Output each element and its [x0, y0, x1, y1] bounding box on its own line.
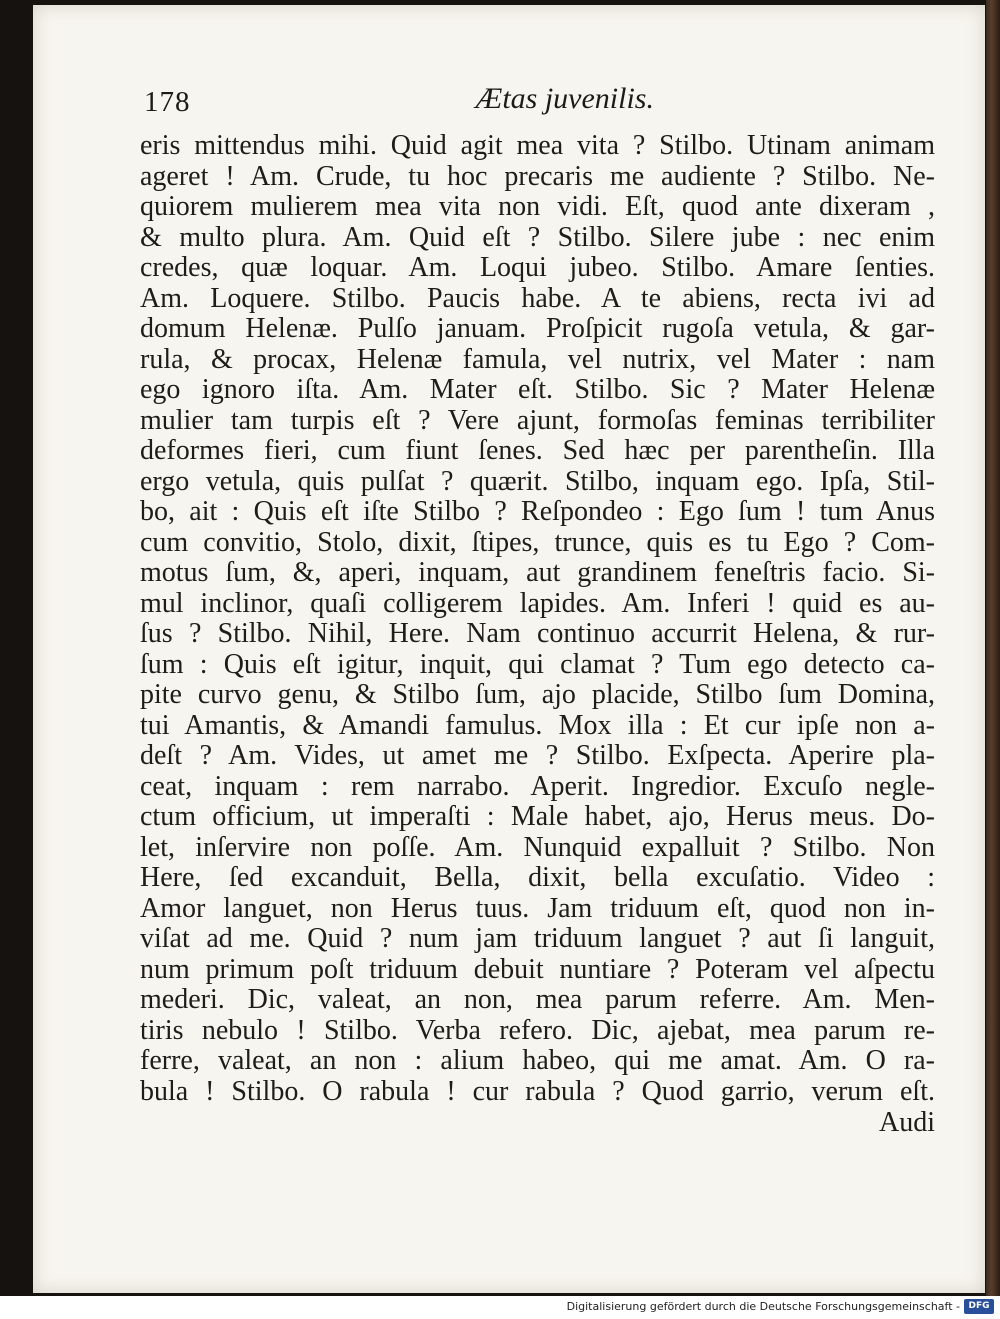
- page-number: 178: [144, 86, 191, 118]
- funding-credit: Digitalisierung gefördert durch die Deutsche Forschungsgemeinschaft -: [566, 1300, 960, 1313]
- text-line: Amor languet, non Herus tuus. Jam triduum eſt, quod non in-: [140, 893, 935, 924]
- text-line: bo, ait : Quis eſt iſte Stilbo ? Reſpondeo : Ego ſum ! tum Anus: [140, 497, 935, 527]
- text-line: ferre, valeat, an non : alium habeo, qui me amat. Am. O ra-: [140, 1046, 935, 1076]
- text-line: let, inſervire non poſſe. Am. Nunquid expalluit ? Stilbo. Non: [140, 832, 935, 863]
- text-line: bula ! Stilbo. O rabula ! cur rabula ? Quod garrio, verum eſt.: [140, 1076, 935, 1107]
- text-line: ageret ! Am. Crude, tu hoc precaris me audiente ? Stilbo. Ne-: [140, 161, 935, 192]
- text-line: ergo vetula, quis pulſat ? quærit. Stilbo, inquam ego. Ipſa, Stil-: [140, 466, 935, 497]
- text-line: domum Helenæ. Pulſo januam. Proſpicit rugoſa vetula, & gar-: [140, 314, 935, 344]
- dfg-logo: DFG: [964, 1299, 994, 1314]
- digitization-footer: [0, 1296, 1000, 1319]
- text-line: eris mittendus mihi. Quid agit mea vita ? Stilbo. Utinam animam: [140, 131, 935, 161]
- text-line: mederi. Dic, valeat, an non, mea parum referre. Am. Men-: [140, 985, 935, 1015]
- text-line: motus ſum, &, aperi, inquam, aut grandinem feneſtris facio. Si-: [140, 558, 935, 588]
- catchword: Audi: [879, 1107, 935, 1138]
- text-line: num primum poſt triduum debuit nuntiare ? Poteram vel aſpectu: [140, 954, 935, 985]
- text-line: deformes fieri, cum fiunt ſenes. Sed hæc per parentheſin. Illa: [140, 436, 935, 466]
- text-line: ſus ? Stilbo. Nihil, Here. Nam continuo accurrit Helena, & rur-: [140, 619, 935, 649]
- text-line: ſum : Quis eſt igitur, inquit, qui clamat ? Tum ego detecto ca-: [140, 649, 935, 680]
- text-line: cum convitio, Stolo, dixit, ſtipes, trunce, quis es tu Ego ? Com-: [140, 527, 935, 558]
- text-line: mulier tam turpis eſt ? Vere ajunt, formoſas feminas terribiliter: [140, 405, 935, 436]
- text-line: ctum officium, ut imperaſti : Male habet, ajo, Herus meus. Do-: [140, 802, 935, 832]
- text-line: ceat, inquam : rem narrabo. Aperit. Ingredior. Excuſo negle-: [140, 771, 935, 802]
- text-line: ego ignoro iſta. Am. Mater eſt. Stilbo. Sic ? Mater Helenæ: [140, 375, 935, 405]
- text-line: tui Amantis, & Amandi famulus. Mox illa : Et cur ipſe non a-: [140, 710, 935, 741]
- text-line: pite curvo genu, & Stilbo ſum, ajo placide, Stilbo ſum Domina,: [140, 680, 935, 710]
- text-line: Am. Loquere. Stilbo. Paucis habe. A te abiens, recta ivi ad: [140, 283, 935, 314]
- text-line: deſt ? Am. Vides, ut amet me ? Stilbo. Exſpecta. Aperire pla-: [140, 741, 935, 771]
- text-line: & multo plura. Am. Quid eſt ? Stilbo. Silere jube : nec enim: [140, 222, 935, 253]
- text-line: mul inclinor, quaſi colligerem lapides. Am. Inferi ! quid es au-: [140, 588, 935, 619]
- text-line: quiorem mulierem mea vita non vidi. Eſt, quod ante dixeram ,: [140, 192, 935, 222]
- text-line: tiris nebulo ! Stilbo. Verba refero. Dic, ajebat, mea parum re-: [140, 1015, 935, 1046]
- running-head: Ætas juvenilis.: [475, 82, 654, 115]
- text-line: credes, quæ loquar. Am. Loqui jubeo. Stilbo. Amare ſenties.: [140, 253, 935, 283]
- text-line: Here, ſed excanduit, Bella, dixit, bella excuſatio. Video :: [140, 863, 935, 893]
- page-header: [144, 80, 654, 124]
- text-line: rula, & procax, Helenæ famula, vel nutrix, vel Mater : nam: [140, 344, 935, 375]
- body-text: [140, 131, 935, 1107]
- text-line: viſat ad me. Quid ? num jam triduum languet ? aut ſi languit,: [140, 924, 935, 954]
